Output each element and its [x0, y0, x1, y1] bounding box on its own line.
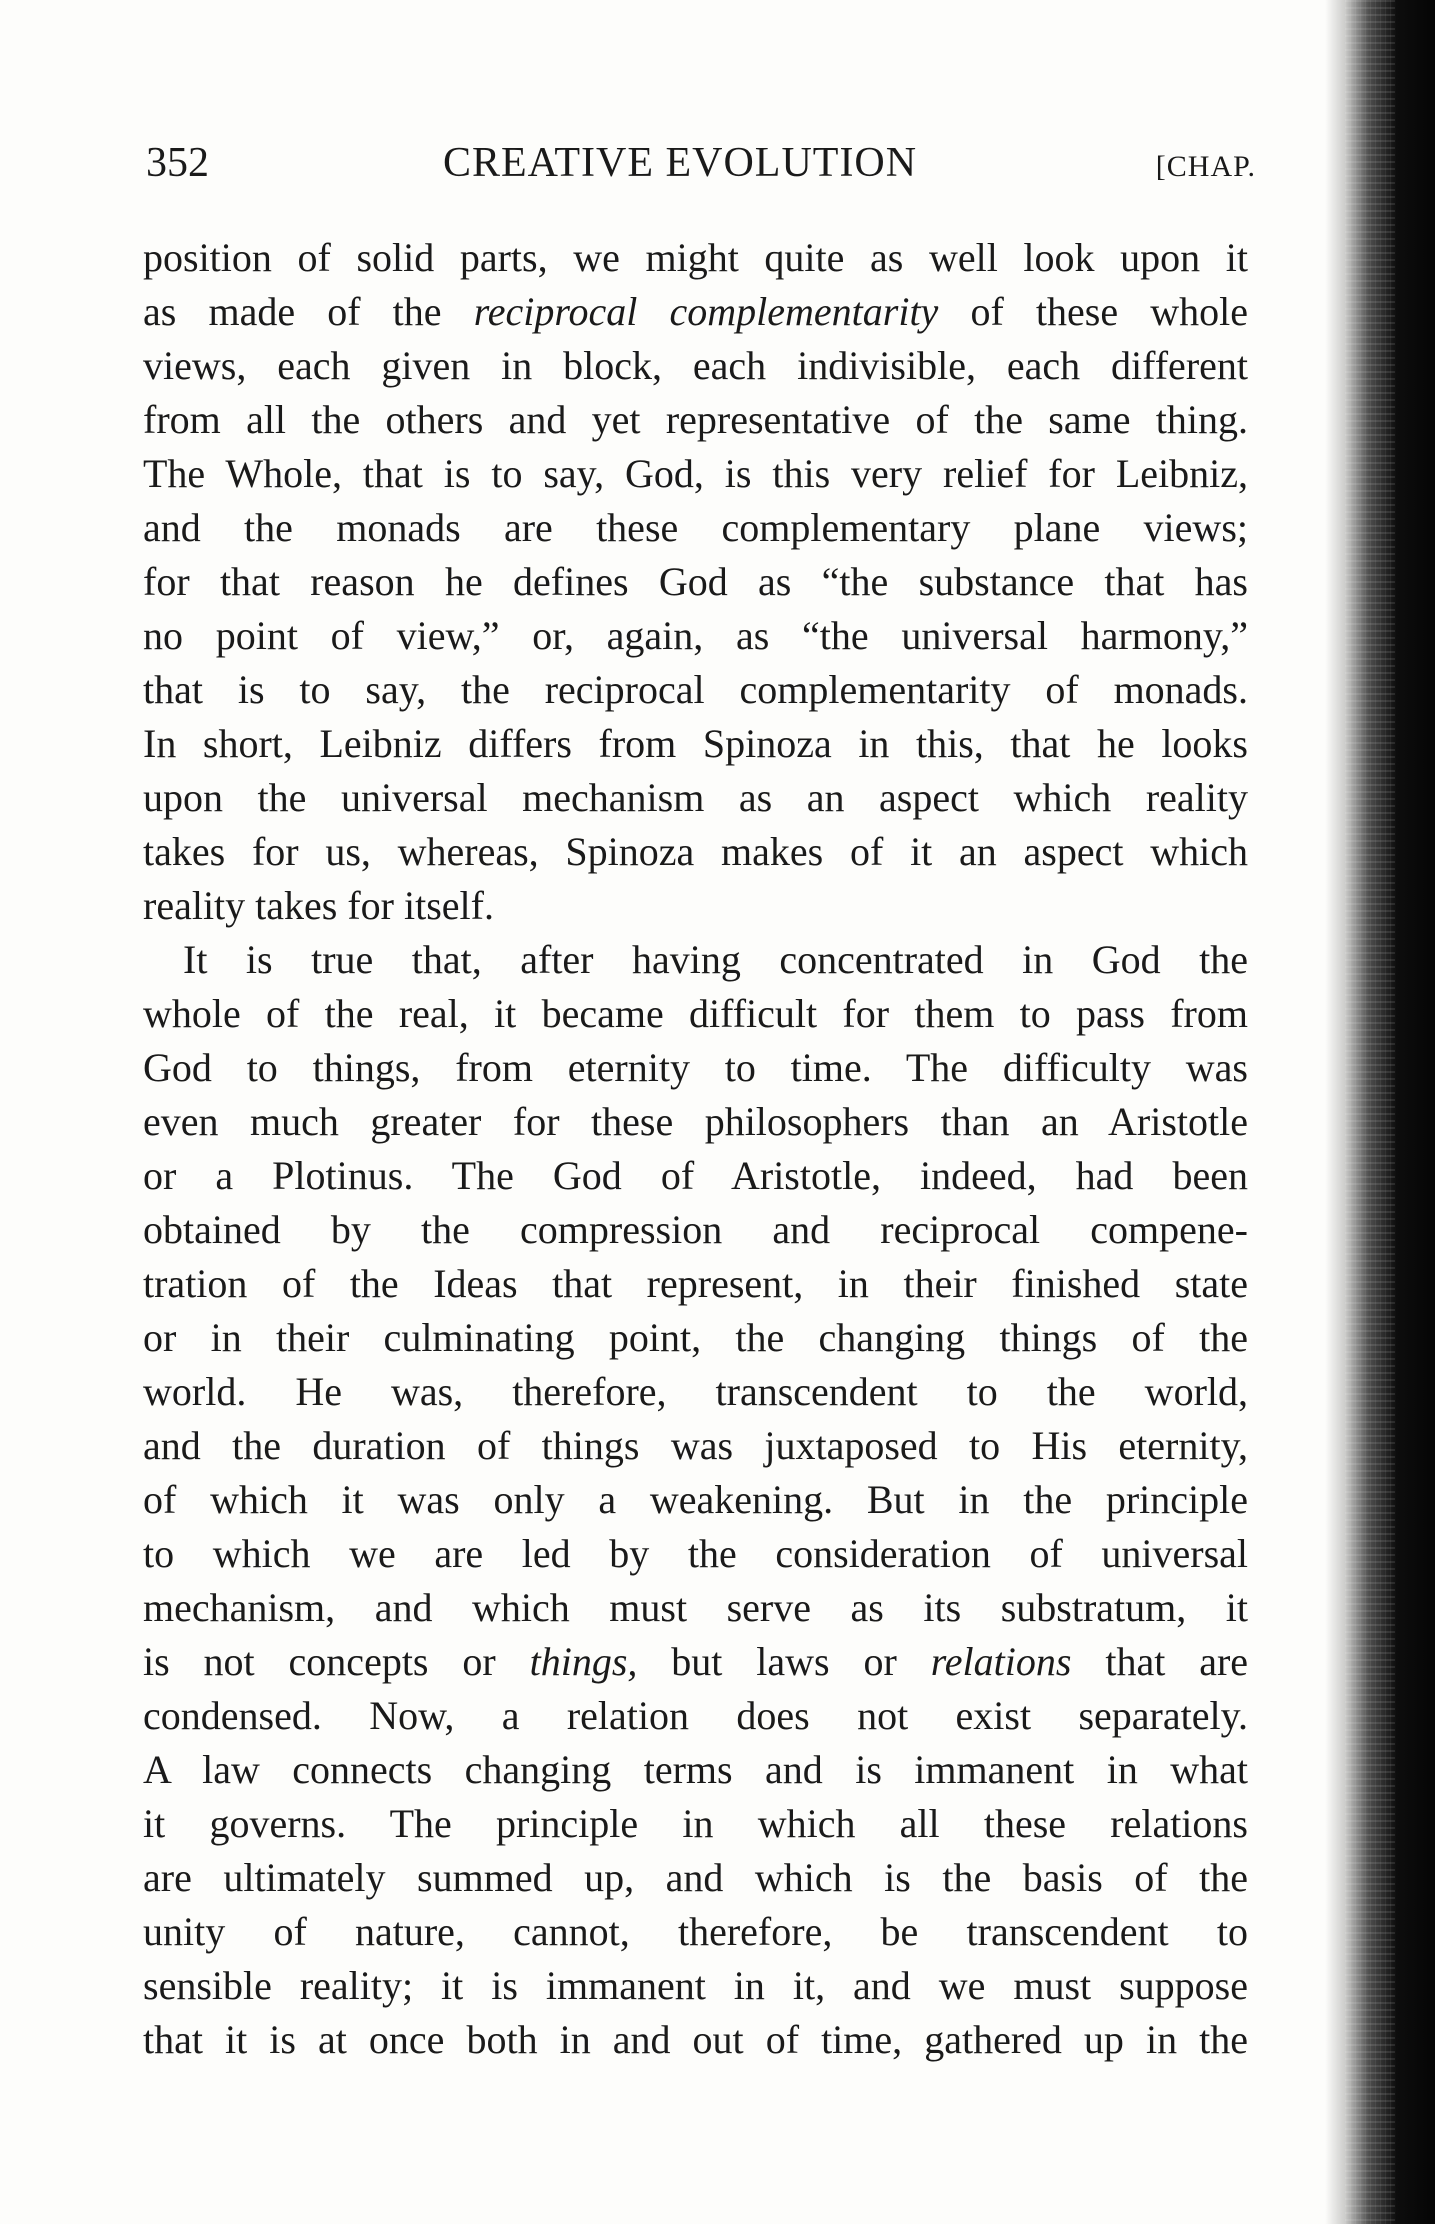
running-head — [146, 138, 1256, 188]
page-number: 352 — [146, 140, 209, 186]
text-segment: is not concepts or — [143, 1639, 496, 1684]
text-line: unity of nature, cannot, therefore, be transcendent to — [143, 1909, 1248, 1954]
text-line: mechanism, and which must serve as its substratum, it — [143, 1585, 1248, 1630]
text-line: are ultimately summed up, and which is the basis of the — [143, 1855, 1248, 1900]
text-line — [143, 285, 1248, 339]
text-line: A law connects changing terms and is immanent in what — [143, 1747, 1248, 1792]
text-line: to which we are led by the consideration of universal — [143, 1531, 1248, 1576]
text-line: world. He was, therefore, transcendent to the world, — [143, 1369, 1248, 1414]
text-line: sensible reality; it is immanent in it, and we must suppose — [143, 1963, 1248, 2008]
text-line: upon the universal mechanism as an aspect which reality — [143, 775, 1248, 820]
text-line: reality takes for itself. — [143, 883, 494, 928]
body-text — [143, 231, 1248, 2067]
text-segment: as made of the — [143, 289, 442, 334]
chapter-abbreviation: [CHAP. — [1155, 150, 1256, 183]
text-line: even much greater for these philosophers than an Aristotle — [143, 1099, 1248, 1144]
book-title: CREATIVE EVOLUTION — [443, 140, 918, 186]
page-binding-texture — [1345, 0, 1395, 2224]
paragraph-first-line — [143, 933, 1248, 987]
text-line: or a Plotinus. The God of Aristotle, indeed, had been — [143, 1153, 1248, 1198]
text-line: obtained by the compression and reciprocal compene- — [143, 1207, 1248, 1252]
italic-word: things, — [529, 1639, 638, 1684]
text-segment: that are — [1105, 1639, 1248, 1684]
text-segment: but laws or — [671, 1639, 897, 1684]
text-line: The Whole, that is to say, God, is this very relief for Leibniz, — [143, 451, 1248, 496]
italic-phrase: reciprocal complementarity — [473, 289, 939, 334]
text-line: from all the others and yet representative of the same thing. — [143, 397, 1248, 442]
text-line: position of solid parts, we might quite as well look upon it — [143, 235, 1248, 280]
text-line: and the monads are these complementary plane views; — [143, 505, 1248, 550]
text-line: no point of view,” or, again, as “the universal harmony,” — [143, 613, 1248, 658]
text-segment: It is true that, after having concentrated in God the — [183, 937, 1248, 982]
text-line: of which it was only a weakening. But in the principle — [143, 1477, 1248, 1522]
text-line: or in their culminating point, the changing things of the — [143, 1315, 1248, 1360]
text-segment: of these whole — [970, 289, 1248, 334]
text-line: that it is at once both in and out of time, gathered up in the — [143, 2017, 1248, 2062]
text-line: for that reason he defines God as “the substance that has — [143, 559, 1248, 604]
text-line: it governs. The principle in which all these relations — [143, 1801, 1248, 1846]
text-line: whole of the real, it became difficult for them to pass from — [143, 991, 1248, 1036]
text-line: God to things, from eternity to time. The difficulty was — [143, 1045, 1248, 1090]
text-line: tration of the Ideas that represent, in their finished state — [143, 1261, 1248, 1306]
text-line: In short, Leibniz differs from Spinoza in this, that he looks — [143, 721, 1248, 766]
text-line: and the duration of things was juxtaposed to His eternity, — [143, 1423, 1248, 1468]
text-line: condensed. Now, a relation does not exist separately. — [143, 1693, 1248, 1738]
text-line — [143, 1635, 1248, 1689]
text-line: that is to say, the reciprocal complementarity of monads. — [143, 667, 1248, 712]
text-line: takes for us, whereas, Spinoza makes of it an aspect which — [143, 829, 1248, 874]
text-line: views, each given in block, each indivisible, each different — [143, 343, 1248, 388]
italic-word: relations — [930, 1639, 1072, 1684]
